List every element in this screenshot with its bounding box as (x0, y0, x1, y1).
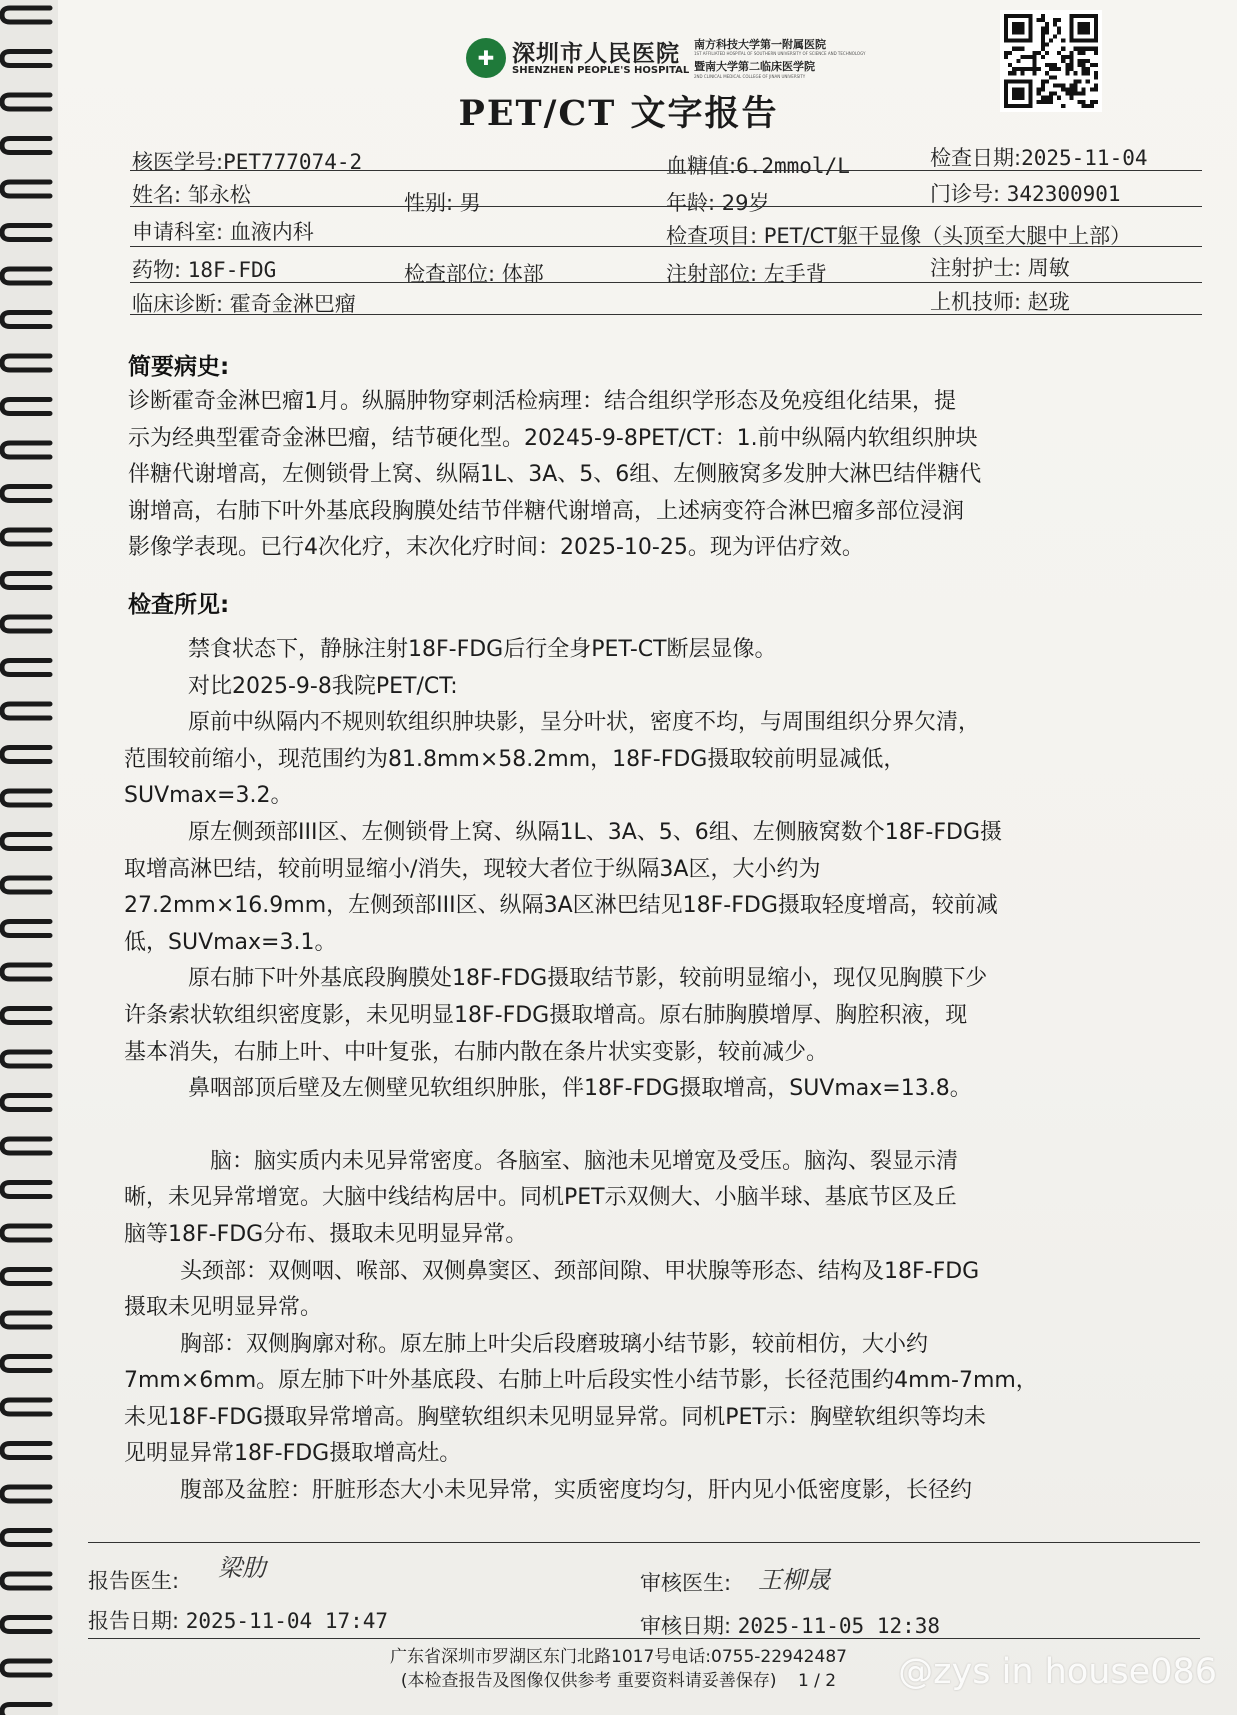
findings-line: 原左侧颈部III区、左侧锁骨上窝、纵隔1L、3A、5、6组、左侧腋窝数个18F-FDG摄 (188, 819, 1002, 845)
binding-ring (2, 182, 50, 196)
findings-heading: 检查所见: (128, 592, 230, 618)
inj-site-value: 左手背 (763, 262, 827, 286)
findings-line: 见明显异常18F-FDG摄取增高灶。 (124, 1441, 462, 1467)
hospital-name-cn: 深圳市人民医院 (512, 40, 680, 67)
inj-site-label: 注射部位: (666, 262, 758, 286)
binding-ring (2, 661, 50, 675)
binding-ring (2, 1574, 50, 1588)
binding-ring (2, 356, 50, 370)
hospital-address: 广东省深圳市罗湖区东门北路1017号电话:0755-22942487 (390, 1647, 847, 1667)
review-date-label: 审核日期: (640, 1614, 732, 1638)
glucose-value: 6.2mmol/L (736, 154, 850, 178)
exam-date-field (930, 142, 1148, 172)
findings-line: 晰，未见异常增宽。大脑中线结构居中。同机PET示双侧大、小脑半球、基底节区及丘 (124, 1185, 957, 1211)
findings-spacer (124, 1108, 1204, 1144)
findings-line: 腹部及盆腔：肝脏形态大小未见异常，实质密度均匀，肝内见小低密度影，长径约 (180, 1478, 973, 1504)
dept-value: 血液内科 (229, 220, 314, 244)
footer-divider (88, 1638, 1200, 1639)
binding-ring (2, 704, 50, 718)
binding-ring (2, 1705, 50, 1715)
binding-ring (2, 1183, 50, 1197)
history-line: 谢增高，右肺下叶外基底段胸膜处结节伴糖代谢增高，上述病变符合淋巴瘤多部位浸润 (128, 498, 965, 524)
diagnosis-value: 霍奇金淋巴瘤 (229, 292, 356, 316)
review-date-value: 2025-11-05 12:38 (737, 1614, 941, 1638)
drug-value: 18F-FDG (187, 258, 277, 282)
report-title: PET/CT 文字报告 (458, 93, 779, 134)
nurse-label: 注射护士: (930, 256, 1022, 280)
report-date-value: 2025-11-04 17:47 (185, 1609, 389, 1633)
binding-ring (2, 1444, 50, 1458)
hospital-header (466, 30, 886, 82)
binding-ring (2, 748, 50, 762)
findings-line: 未见18F-FDG摄取异常增高。胸壁软组织未见明显异常。同机PET示：胸壁软组织等均未 (124, 1404, 986, 1430)
binding-ring (2, 1531, 50, 1545)
info-divider (130, 206, 1202, 207)
binding-ring (2, 1226, 50, 1240)
findings-line: 取增高淋巴结，较前明显缩小/消失，现较大者位于纵隔3A区，大小约为 (124, 856, 821, 882)
exam-item-value: PET/CT躯干显像（头顶至大腿中上部） (763, 224, 1132, 248)
nurse-value: 周敏 (1027, 256, 1070, 280)
exam-date-value: 2025-11-04 (1021, 146, 1148, 170)
dept-field (132, 216, 314, 246)
info-divider (130, 246, 1202, 247)
findings-line: 原右肺下叶外基底段胸膜处18F-FDG摄取结节影，较前明显缩小，现仅见胸膜下少 (188, 966, 988, 992)
drug-field (132, 254, 276, 284)
findings-line: 原前中纵隔内不规则软组织肿块影，呈分叶状，密度不均，与周围组织分界欠清， (188, 710, 981, 736)
review-doctor-label: 审核医生: (640, 1571, 732, 1595)
clinic-no-label: 门诊号: (930, 182, 1001, 206)
binding-ring (2, 530, 50, 544)
history-line: 示为经典型霍奇金淋巴瘤，结节硬化型。20245-9-8PET/CT：1.前中纵隔内软组织肿块 (128, 425, 978, 451)
clinic-no-field (930, 178, 1121, 208)
binding-ring (2, 1400, 50, 1414)
disclaimer-text: (本检查报告及图像仅供参考 重要资料请妥善保存) (400, 1671, 777, 1691)
sex-value: 男 (459, 191, 481, 215)
binding-ring (2, 574, 50, 588)
findings-line: 脑：脑实质内未见异常密度。各脑室、脑池未见增宽及受压。脑沟、裂显示清 (210, 1148, 959, 1174)
binding-ring (2, 1313, 50, 1327)
name-field (132, 179, 251, 209)
hospital-name-en: SHENZHEN PEOPLE'S HOSPITAL (512, 65, 690, 76)
review-doctor-signature: 王柳晟 (758, 1566, 830, 1594)
findings-line: 范围较前缩小，现范围约为81.8mm×58.2mm，18F-FDG摄取较前明显减低， (124, 746, 906, 772)
binding-ring (2, 400, 50, 414)
spiral-binding (0, 0, 58, 1715)
binding-ring (2, 8, 50, 22)
nuclear-no-field (132, 146, 362, 176)
report-doctor-signature: 梁肋 (218, 1554, 266, 1582)
info-divider (130, 170, 1202, 171)
findings-line: 27.2mm×16.9mm，左侧颈部III区、纵隔3A区淋巴结见18F-FDG摄取轻度增高，较前减 (124, 893, 998, 919)
age-value: 29岁 (721, 191, 770, 215)
history-heading: 简要病史: (128, 354, 230, 380)
info-divider (130, 314, 1202, 315)
binding-ring (2, 617, 50, 631)
binding-ring (2, 791, 50, 805)
binding-ring (2, 1357, 50, 1371)
binding-ring (2, 1096, 50, 1110)
sex-label: 性别: (404, 191, 454, 215)
binding-ring (2, 269, 50, 283)
affiliation-2-en: 2ND CLINICAL MEDICAL COLLEGE OF JINAN UNIVERSITY (694, 74, 806, 79)
tech-label: 上机技师: (930, 290, 1022, 314)
diagnosis-label: 临床诊断: (132, 292, 224, 316)
history-line: 诊断霍奇金淋巴瘤1月。纵膈肿物穿刺活检病理：结合组织学形态及免疫组化结果，提 (128, 389, 956, 414)
affiliation-1-en: 1ST AFFILIATED HOSPITAL OF SOUTHERN UNIVERSITY OF SCIENCE AND TECHNOLOGY (694, 51, 866, 56)
age-label: 年龄: (666, 191, 716, 215)
exam-date-label: 检查日期: (930, 146, 1022, 170)
exam-site-field (404, 258, 544, 288)
binding-ring (2, 52, 50, 66)
glucose-field (666, 150, 850, 180)
findings-line: 胸部：双侧胸廓对称。原左肺上叶尖后段磨玻璃小结节影，较前相仿，大小约 (180, 1331, 929, 1357)
findings-line: SUVmax=3.2。 (124, 783, 293, 809)
binding-ring (2, 1618, 50, 1632)
inj-site-field (666, 258, 827, 288)
binding-ring (2, 313, 50, 327)
binding-ring (2, 1009, 50, 1023)
footer-divider (88, 1542, 1200, 1543)
age-field (666, 187, 770, 217)
nuclear-no-label: 核医学号: (132, 150, 224, 174)
clinic-no-value: 342300901 (1006, 182, 1121, 206)
findings-line: 摄取未见明显异常。 (124, 1295, 323, 1321)
affiliation-1: 南方科技大学第一附属医院 (694, 38, 826, 51)
drug-label: 药物: (132, 258, 182, 282)
findings-line: 7mm×6mm。原左肺下叶外基底段、右肺上叶后段实性小结节影，长径范围约4mm-7mm， (124, 1368, 1038, 1394)
binding-ring (2, 487, 50, 501)
findings-line: 头颈部：双侧咽、喉部、双侧鼻窦区、颈部间隙、甲状腺等形态、结构及18F-FDG (180, 1258, 980, 1284)
history-line: 伴糖代谢增高，左侧锁骨上窝、纵隔1L、3A、5、6组、左侧腋窝多发肿大淋巴结伴糖代 (128, 462, 982, 488)
info-divider (130, 282, 1202, 283)
findings-text (124, 632, 1204, 1510)
binding-ring (2, 1270, 50, 1284)
name-value: 邹永松 (187, 183, 251, 207)
exam-site-label: 检查部位: (404, 262, 496, 286)
findings-line: 对比2025-9-8我院PET/CT: (188, 673, 458, 699)
findings-line: 基本消失，右肺上叶、中叶复张，右肺内散在条片状实变影，较前减少。 (124, 1039, 829, 1065)
binding-ring (2, 1052, 50, 1066)
binding-ring (2, 443, 50, 457)
watermark: @zys in house086 (898, 1652, 1217, 1692)
review-date-field (640, 1610, 940, 1640)
glucose-label: 血糖值: (666, 154, 737, 178)
sex-field (404, 187, 481, 217)
findings-line: 鼻咽部顶后壁及左侧壁见软组织肿胀，伴18F-FDG摄取增高，SUVmax=13.8。 (188, 1076, 972, 1102)
hospital-logo-icon: ✚ (466, 38, 506, 78)
binding-ring (2, 835, 50, 849)
binding-ring (2, 1487, 50, 1501)
findings-line: 禁食状态下，静脉注射18F-FDG后行全身PET-CT断层显像。 (188, 637, 777, 662)
tech-value: 赵珑 (1027, 290, 1070, 314)
exam-site-value: 体部 (501, 262, 544, 286)
findings-line: 脑等18F-FDG分布、摄取未见明显异常。 (124, 1221, 528, 1247)
tech-field (930, 286, 1070, 316)
binding-ring (2, 878, 50, 892)
page-number: 1 / 2 (797, 1671, 837, 1691)
affiliation-2: 暨南大学第二临床医学院 (694, 60, 815, 73)
binding-ring (2, 1139, 50, 1153)
report-date-label: 报告日期: (88, 1609, 180, 1633)
binding-ring (2, 226, 50, 240)
binding-ring (2, 139, 50, 153)
dept-label: 申请科室: (132, 220, 224, 244)
history-line: 影像学表现。已行4次化疗，末次化疗时间：2025-10-25。现为评估疗效。 (128, 535, 864, 561)
report-date-field (88, 1605, 388, 1635)
binding-ring (2, 922, 50, 936)
nurse-field (930, 252, 1070, 282)
findings-line: 低，SUVmax=3.1。 (124, 929, 337, 955)
findings-line: 许条索状软组织密度影，未见明显18F-FDG摄取增高。原右肺胸膜增厚、胸腔积液，现 (124, 1002, 968, 1028)
exam-item-label: 检查项目: (666, 224, 758, 248)
binding-ring (2, 965, 50, 979)
report-doctor-label: 报告医生: (88, 1569, 180, 1593)
nuclear-no-value: PET777074-2 (223, 150, 363, 174)
history-text (128, 384, 1203, 567)
name-label: 姓名: (132, 183, 182, 207)
